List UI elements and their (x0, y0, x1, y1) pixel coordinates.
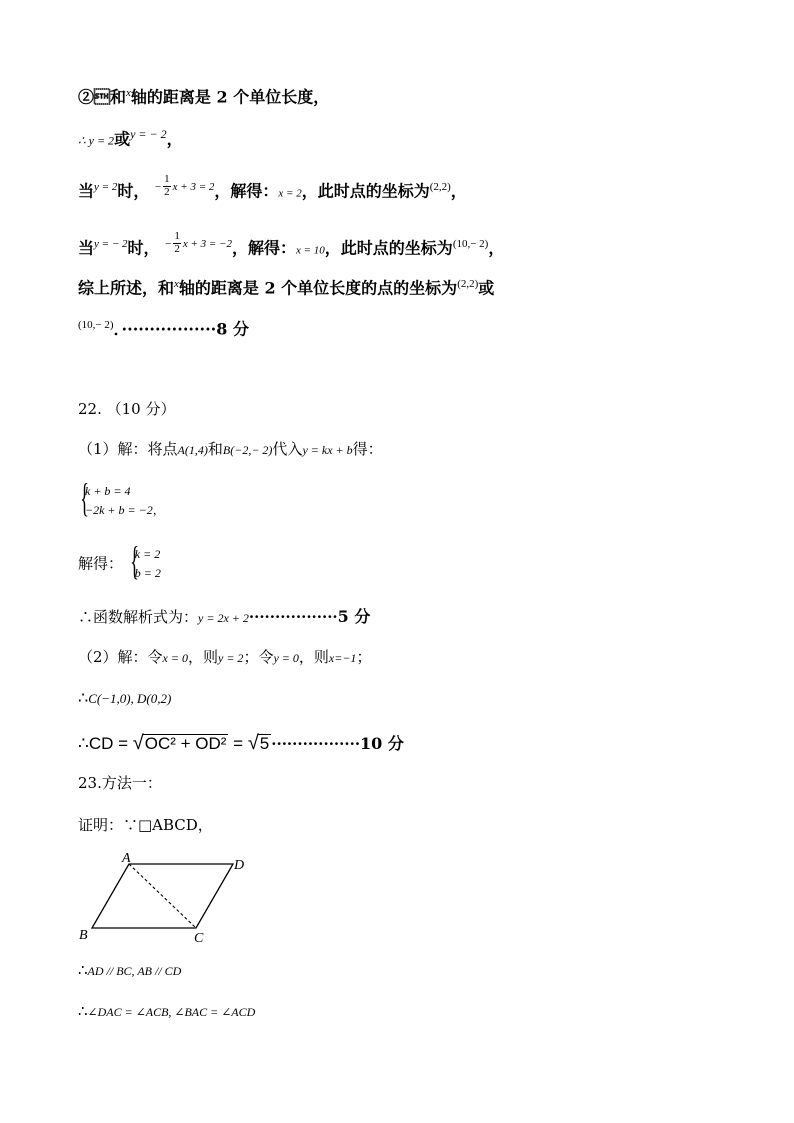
text-period: ． (113, 319, 122, 339)
line-angles (78, 1004, 255, 1019)
math-angles: ∠DAC = ∠ACB, ∠BAC = ∠ACD (87, 1005, 256, 1019)
text-substitute: （1）解：将点 (78, 440, 178, 458)
label-d: D (234, 858, 245, 873)
line-part-2 (78, 650, 371, 665)
frac-num: 1 (174, 230, 180, 242)
text-comma: ， (450, 181, 467, 201)
system-row-text: −2k + b = −2 (85, 503, 153, 518)
radicand: OC² + OD² (144, 734, 227, 753)
math-point: (10,− 2) (78, 319, 114, 331)
label-a: A (122, 851, 131, 866)
text-axis-distance: 轴的距离是 2 个单位长度， (130, 87, 330, 107)
system-row: { k = 2 (134, 547, 161, 561)
text-summary-mid: 轴的距离是 2 个单位长度的点的坐标为 (178, 278, 458, 298)
line-case-yneg2 (78, 230, 505, 261)
text-solve: ，解得： (231, 238, 296, 258)
math-point: (2,2) (429, 181, 451, 194)
text-function: ∴函数解析式为： (78, 608, 199, 626)
text-into: 代入 (272, 440, 303, 458)
text-or: 或 (478, 278, 495, 298)
line-case-y2 (78, 173, 467, 204)
math-condition: y = 2 (94, 181, 118, 194)
text-time: 时， (127, 238, 160, 258)
system-tail: ， (152, 503, 165, 518)
math-equation: x + 3 = 2 (172, 181, 215, 194)
line-points-cd (78, 690, 171, 706)
text-then: ，则 (298, 648, 329, 666)
score-label: 8 分 (216, 319, 249, 339)
question-22-title (78, 402, 175, 417)
math-point-a: A(1,4) (177, 443, 208, 457)
therefore-symbol: ∴ (78, 961, 88, 979)
leader-dots: ················· (271, 735, 361, 753)
label-b: B (79, 928, 88, 943)
system-row: b = 2 (134, 566, 161, 581)
line-solve-system (78, 545, 161, 583)
math-solution: x = 2 (278, 187, 302, 200)
text-comma: ， (166, 129, 183, 149)
math-point: (2,2) (457, 278, 479, 290)
math-condition: y = − 2 (94, 238, 128, 251)
line-function-expression (78, 609, 370, 625)
text-then: ，则 (187, 648, 218, 666)
line-parallel (78, 963, 181, 978)
text-and: 和 (207, 440, 223, 458)
text-let: （2）解：令 (78, 648, 163, 666)
parallelogram-figure (76, 850, 256, 945)
score-label: 10 分 (360, 734, 404, 753)
math-equation: x + 3 = −2 (182, 238, 232, 251)
text-comma: ， (488, 238, 505, 258)
math-x0: x = 0 (162, 651, 188, 665)
text-let: ；令 (243, 648, 274, 666)
math-neg: − (154, 181, 162, 194)
text-or: 或 (114, 129, 131, 149)
sqrt-sign: √ (247, 732, 259, 754)
line-summary (78, 279, 494, 296)
therefore-symbol: ∴ (78, 1002, 88, 1020)
frac-den: 2 (164, 185, 170, 198)
text-get: 得： (352, 440, 383, 458)
math-solution: x = 10 (295, 244, 325, 257)
system-brace (128, 545, 161, 583)
system-row: { k + b = 4 (85, 484, 131, 498)
score-label: 5 分 (337, 607, 371, 626)
math-y-eq-2: ∴ y = 2 (78, 133, 115, 148)
frac-num: 1 (164, 173, 170, 185)
math-xneg1: x=−1 (328, 651, 357, 665)
text-semicolon: ； (356, 648, 372, 666)
math-parallel: AD // BC, AB // CD (87, 964, 182, 978)
equation-system-1 (78, 482, 165, 520)
sqrt-sign: √ (132, 732, 144, 754)
leader-dots: ················· (121, 319, 217, 339)
var-x: x (174, 278, 179, 290)
text-coordinates: ，此时点的坐标为 (301, 181, 430, 201)
system-brace (78, 482, 165, 520)
math-y2: y = 2 (218, 651, 244, 665)
line-proof-start (78, 818, 213, 833)
question-title: 23.方法一： (78, 774, 162, 792)
text-equals: = (228, 734, 248, 753)
text-when: 当 (78, 238, 95, 258)
text-solve: ，解得： (214, 181, 279, 201)
var-x: x (126, 87, 131, 99)
text-cd: ∴CD = (78, 734, 133, 753)
text-when: 当 (78, 181, 95, 201)
question-23-title (78, 776, 162, 791)
text-proof: 证明：∵□ABCD， (78, 816, 213, 834)
text-and: 和 (94, 87, 127, 107)
text-coordinates: ，此时点的坐标为 (324, 238, 453, 258)
radicand-5: 5 (259, 734, 270, 753)
text-solve: 解得： (78, 554, 124, 573)
text-time: 时， (117, 181, 150, 201)
math-point: (10,− 2) (452, 238, 489, 251)
math-function: y = 2x + 2 (198, 611, 249, 625)
line-y-values (78, 128, 183, 147)
label-c: C (194, 931, 204, 945)
system-row (85, 501, 165, 520)
text-summary-start: 综上所述，和 (78, 278, 175, 298)
math-neg: − (165, 238, 172, 251)
line-distance-statement (78, 88, 329, 105)
question-title: 22. （10 分） (78, 400, 176, 418)
fraction-half (163, 174, 171, 198)
fraction-half (173, 231, 181, 255)
line-cd-length (78, 733, 404, 753)
math-points: C(−1,0), D(0,2) (88, 691, 172, 706)
math-y0: y = 0 (273, 651, 299, 665)
math-point-b: B(−2,− 2) (222, 443, 273, 457)
frac-den: 2 (174, 242, 180, 255)
math-y-eq-neg2: y = − 2 (130, 127, 167, 141)
circle-number: ② (78, 87, 95, 107)
line-substitute (78, 442, 383, 457)
leader-dots: ················· (248, 608, 338, 626)
line-summary-end (78, 320, 249, 337)
diagonal-ac (129, 864, 196, 928)
therefore-symbol: ∴ (78, 688, 89, 707)
math-linear: y = kx + b (302, 443, 353, 457)
